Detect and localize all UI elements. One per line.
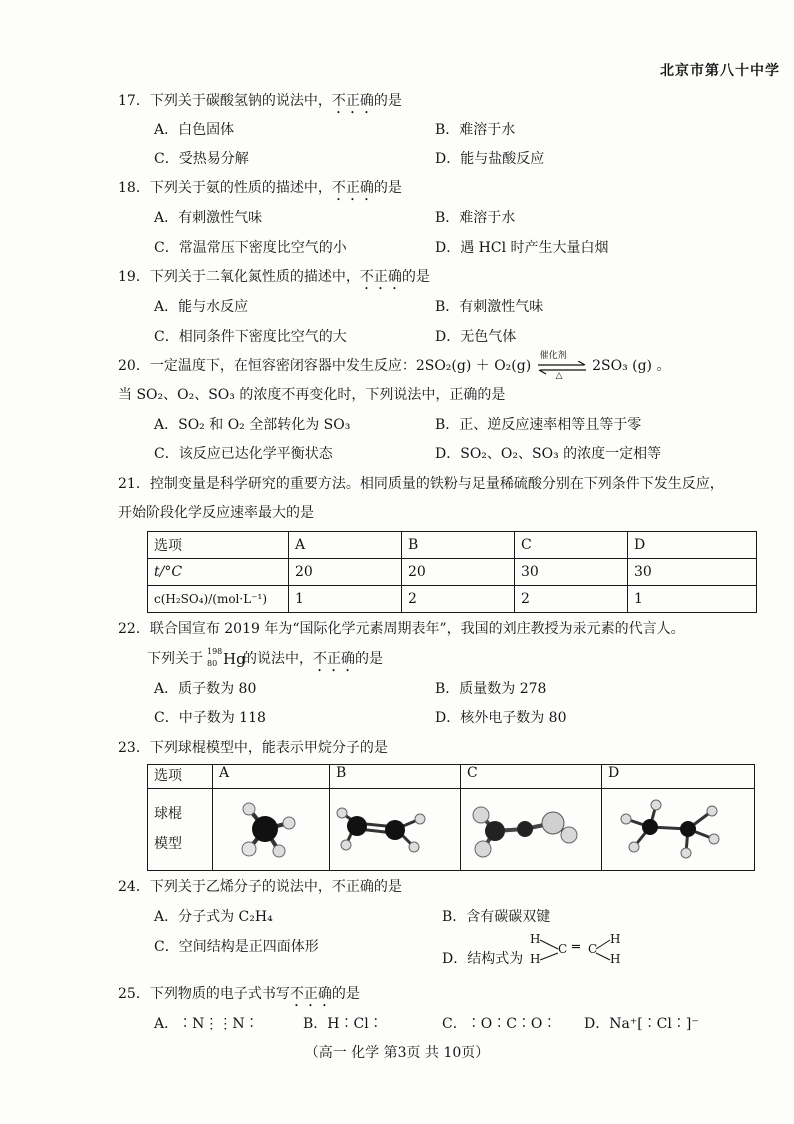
q21-stem-2: 开始阶段化学反应速率最大的是	[118, 505, 314, 521]
row-label: 球棍	[154, 806, 182, 822]
q19-option-c: C．相同条件下密度比空气的大	[154, 329, 347, 345]
ethylene-model-icon	[334, 793, 446, 865]
q20-stem: 20．一定温度下，在恒容密闭容器中发生反应：2SO₂(g) ＋ O₂(g) 催化剂 △ 2SO₃ (g) 。	[118, 355, 670, 375]
table-cell: B	[402, 532, 515, 559]
q17-option-a: A．白色固体	[154, 122, 235, 138]
q17-option-d: D．能与盐酸反应	[435, 151, 545, 167]
q24-option-a: A．分子式为 C₂H₄	[154, 909, 273, 925]
ethylene-structural-formula: H H C ═ C H H	[530, 932, 630, 972]
q18-stem: 18．下列关于氨的性质的描述中，不正确的是	[118, 180, 402, 196]
school-name: 北京市第八十中学	[660, 63, 780, 79]
table-row	[148, 532, 757, 559]
q18-option-a: A．有刺激性气味	[154, 210, 263, 226]
table-cell: C	[461, 765, 602, 789]
q20-option-d: D．SO₂、O₂、SO₃ 的浓度一定相等	[435, 446, 662, 462]
q19-option-a: A．能与水反应	[154, 299, 249, 315]
table-cell: c(H₂SO₄)/(mol·L⁻¹)	[148, 586, 289, 613]
q23-table	[147, 764, 755, 871]
table-cell: D	[628, 532, 757, 559]
table-cell: D	[602, 765, 755, 789]
q25-stem: 25．下列物质的电子式书写不正确的是	[118, 986, 360, 1002]
table-cell	[461, 789, 602, 871]
table-cell: C	[515, 532, 628, 559]
table-cell: 30	[628, 559, 757, 586]
q24-option-d: D．结构式为	[442, 951, 524, 967]
q17-option-c: C．受热易分解	[154, 151, 249, 167]
row-label: 模型	[154, 836, 182, 852]
q19-stem: 19．下列关于二氧化氮性质的描述中，不正确的是	[118, 269, 430, 285]
q22-stem-2: 下列关于 198 80 Hg 的说法中，不正确的是	[147, 647, 383, 668]
q24-option-c: C．空间结构是正四面体形	[154, 939, 319, 955]
q22-stem: 22．联合国宣布 2019 年为“国际化学元素周期表年”，我国的刘庄教授为汞元素的代言人。	[118, 621, 685, 637]
q19-option-d: D．无色气体	[435, 329, 517, 345]
q22-option-a: A．质子数为 80	[154, 681, 257, 697]
table-cell	[213, 789, 330, 871]
q25-option-c: C．∶O∶C∶O∶	[442, 1016, 557, 1032]
table-row	[148, 586, 757, 613]
ethanol-model-icon	[465, 793, 587, 865]
ethane-model-icon	[606, 793, 742, 865]
catalyst-label: 催化剂	[539, 351, 567, 361]
q20-option-b: B．正、逆反应速率相等且等于零	[435, 417, 642, 433]
q20-stem-2: 当 SO₂、O₂、SO₃ 的浓度不再变化时，下列说法中，正确的是	[118, 387, 506, 403]
bond-lines-icon	[530, 932, 630, 972]
table-cell: t/°C	[148, 559, 289, 586]
q17-stem: 17．下列关于碳酸氢钠的说法中，不正确的是	[118, 93, 402, 109]
table-cell: 1	[628, 586, 757, 613]
q18-option-d: D．遇 HCl 时产生大量白烟	[435, 240, 609, 256]
heat-symbol: △	[555, 371, 563, 381]
table-row	[148, 765, 755, 789]
q22-option-d: D．核外电子数为 80	[435, 710, 567, 726]
table-cell	[602, 789, 755, 871]
table-cell: 30	[515, 559, 628, 586]
table-cell: A	[213, 765, 330, 789]
q21-table	[147, 531, 757, 613]
q22-option-b: B．质量数为 278	[435, 681, 547, 697]
table-cell: 20	[289, 559, 402, 586]
table-cell: 2	[402, 586, 515, 613]
table-row	[148, 559, 757, 586]
q24-option-b: B．含有碳碳双键	[442, 909, 551, 925]
q17-option-b: B．难溶于水	[435, 122, 516, 138]
q19-option-b: B．有刺激性气味	[435, 299, 544, 315]
table-cell: A	[289, 532, 402, 559]
table-cell	[148, 789, 213, 871]
table-cell: 1	[289, 586, 402, 613]
q18-option-b: B．难溶于水	[435, 210, 516, 226]
table-cell: 选项	[148, 765, 213, 789]
page-footer: （高一 化学 第3页 共 10页）	[304, 1045, 490, 1061]
table-cell: 选项	[148, 532, 289, 559]
q25-option-b: B．H∶Cl∶	[303, 1016, 383, 1032]
q18-option-c: C．常温常压下密度比空气的小	[154, 240, 347, 256]
table-cell: B	[330, 765, 461, 789]
table-cell	[330, 789, 461, 871]
q25-option-d: D．Na⁺[∶Cl∶]⁻	[584, 1016, 699, 1032]
table-cell: 20	[402, 559, 515, 586]
q24-stem: 24．下列关于乙烯分子的说法中，不正确的是	[118, 879, 402, 895]
isotope-symbol: 198 80 Hg	[207, 647, 246, 668]
q23-stem: 23．下列球棍模型中，能表示甲烷分子的是	[118, 740, 388, 756]
table-cell: 2	[515, 586, 628, 613]
methane-model-icon	[217, 793, 317, 865]
q22-option-c: C．中子数为 118	[154, 710, 266, 726]
q25-option-a: A．∶N⋮⋮N∶	[154, 1016, 259, 1032]
table-row	[148, 789, 755, 871]
q20-option-a: A．SO₂ 和 O₂ 全部转化为 SO₃	[154, 417, 351, 433]
q20-option-c: C．该反应已达化学平衡状态	[154, 446, 333, 462]
q21-stem: 21．控制变量是科学研究的重要方法。相同质量的铁粉与足量稀硫酸分别在下列条件下发生反应，	[118, 476, 724, 492]
